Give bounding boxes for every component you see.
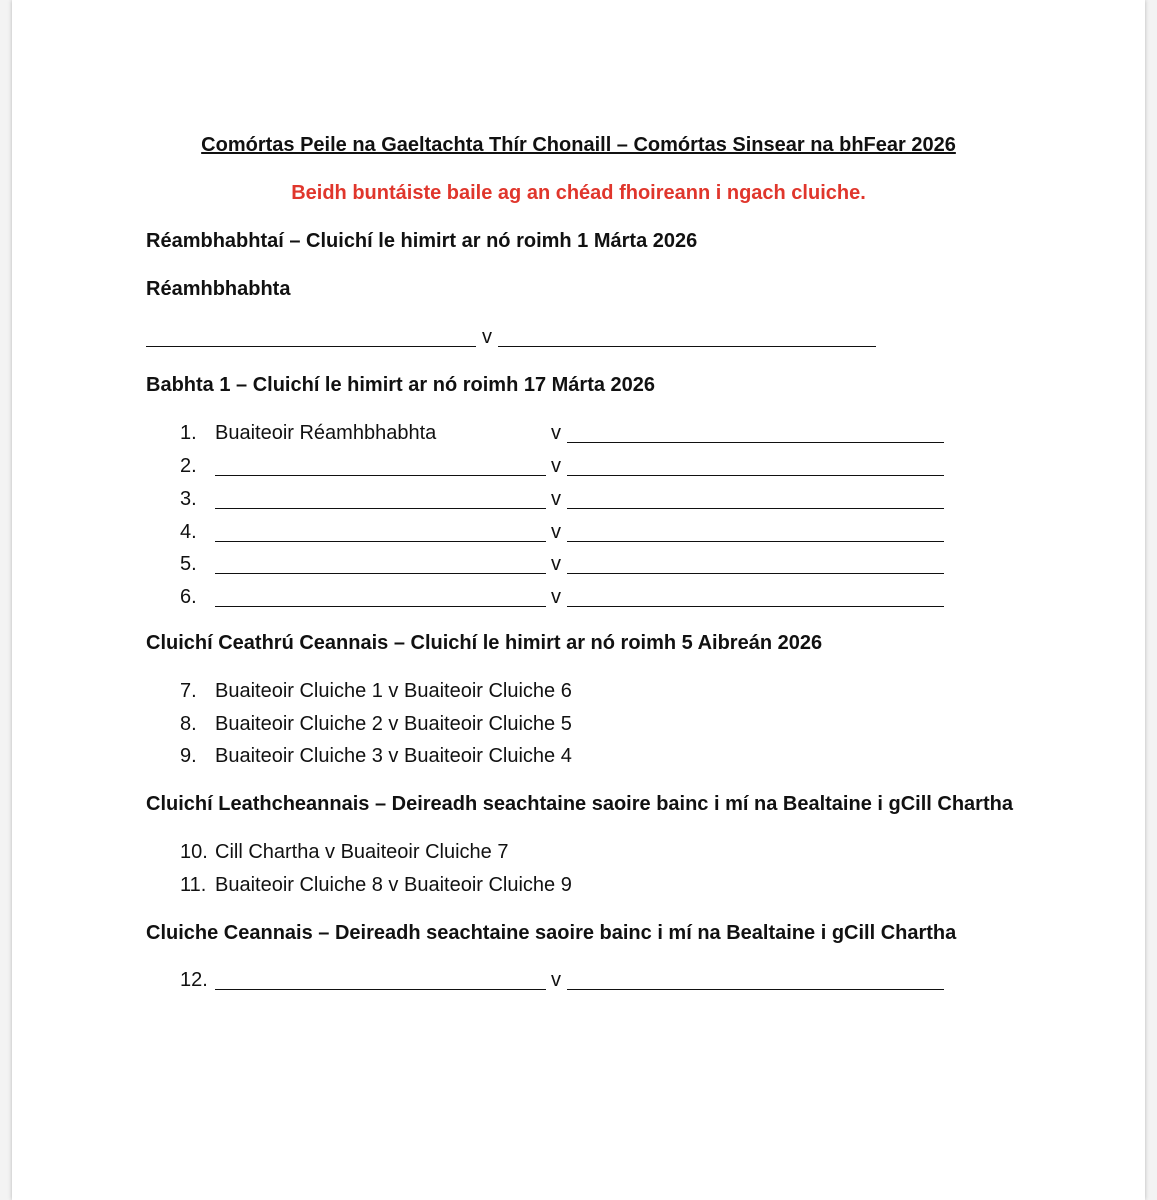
blank-team-line xyxy=(215,523,546,542)
match-text: Buaiteoir Cluiche 1 v Buaiteoir Cluiche 6 xyxy=(215,680,572,702)
semifinals-heading: Cluichí Leathcheannais – Deireadh seachtaine saoire bainc i mí na Bealtaine i gCill Chartha xyxy=(146,793,1013,815)
blank-team-line xyxy=(215,588,546,607)
blank-team-line xyxy=(567,555,944,574)
match-number: 7. xyxy=(180,680,197,702)
match-number: 10. xyxy=(180,841,208,863)
match-text: Buaiteoir Cluiche 3 v Buaiteoir Cluiche 4 xyxy=(215,745,572,767)
match-row xyxy=(0,422,1157,448)
versus-label: v xyxy=(551,455,561,477)
prelim-rounds-heading: Réambhabhtaí – Cluichí le himirt ar nó roimh 1 Márta 2026 xyxy=(146,230,698,252)
home-advantage-note: Beidh buntáiste baile ag an chéad fhoireann i ngach cluiche. xyxy=(291,182,866,204)
blank-team-line xyxy=(215,971,546,990)
match-row xyxy=(0,745,1157,771)
match-number: 12. xyxy=(180,969,208,991)
match-number: 4. xyxy=(180,521,197,543)
match-number: 1. xyxy=(180,422,197,444)
match-number: 3. xyxy=(180,488,197,510)
match-number: 8. xyxy=(180,713,197,735)
match-number: 2. xyxy=(180,455,197,477)
match-number: 5. xyxy=(180,553,197,575)
blank-team-line xyxy=(498,328,876,347)
match-text: Buaiteoir Cluiche 8 v Buaiteoir Cluiche 9 xyxy=(215,874,572,896)
prelim-round-subheading: Réamhbhabhta xyxy=(146,278,291,300)
blank-team-line xyxy=(567,490,944,509)
blank-team-line xyxy=(567,588,944,607)
round1-heading: Babhta 1 – Cluichí le himirt ar nó roimh 17 Márta 2026 xyxy=(146,374,656,396)
document-title: Comórtas Peile na Gaeltachta Thír Chonaill – Comórtas Sinsear na bhFear 2026 xyxy=(201,134,956,156)
match-row xyxy=(0,553,1157,579)
blank-team-line xyxy=(567,523,944,542)
quarterfinals-heading: Cluichí Ceathrú Ceannais – Cluichí le himirt ar nó roimh 5 Aibreán 2026 xyxy=(146,632,823,654)
blank-team-line xyxy=(215,555,546,574)
versus-label: v xyxy=(551,969,561,991)
match-number: 6. xyxy=(180,586,197,608)
versus-label: v xyxy=(551,488,561,510)
versus-label: v xyxy=(551,521,561,543)
blank-team-line xyxy=(146,328,476,347)
blank-team-line xyxy=(215,457,546,476)
match-number: 11. xyxy=(180,874,207,896)
blank-team-line xyxy=(567,971,944,990)
match-number: 9. xyxy=(180,745,197,767)
match-row xyxy=(0,488,1157,514)
match-row xyxy=(0,969,1157,995)
match-row xyxy=(0,841,1157,867)
versus-label: v xyxy=(551,586,561,608)
match-row xyxy=(0,713,1157,739)
match-text: Buaiteoir Cluiche 2 v Buaiteoir Cluiche 5 xyxy=(215,713,572,735)
match-row xyxy=(0,680,1157,706)
blank-team-line xyxy=(567,424,944,443)
match-team: Buaiteoir Réamhbhabhta xyxy=(215,422,437,444)
final-heading: Cluiche Ceannais – Deireadh seachtaine saoire bainc i mí na Bealtaine i gCill Chartha xyxy=(146,922,957,944)
prelim-match-row xyxy=(0,326,1157,352)
match-row xyxy=(0,455,1157,481)
versus-label: v xyxy=(551,553,561,575)
match-text: Cill Chartha v Buaiteoir Cluiche 7 xyxy=(215,841,509,863)
versus-label: v xyxy=(482,326,492,348)
blank-team-line xyxy=(215,490,546,509)
versus-label: v xyxy=(551,422,561,444)
match-row xyxy=(0,586,1157,612)
match-row xyxy=(0,521,1157,547)
blank-team-line xyxy=(567,457,944,476)
match-row xyxy=(0,874,1157,900)
